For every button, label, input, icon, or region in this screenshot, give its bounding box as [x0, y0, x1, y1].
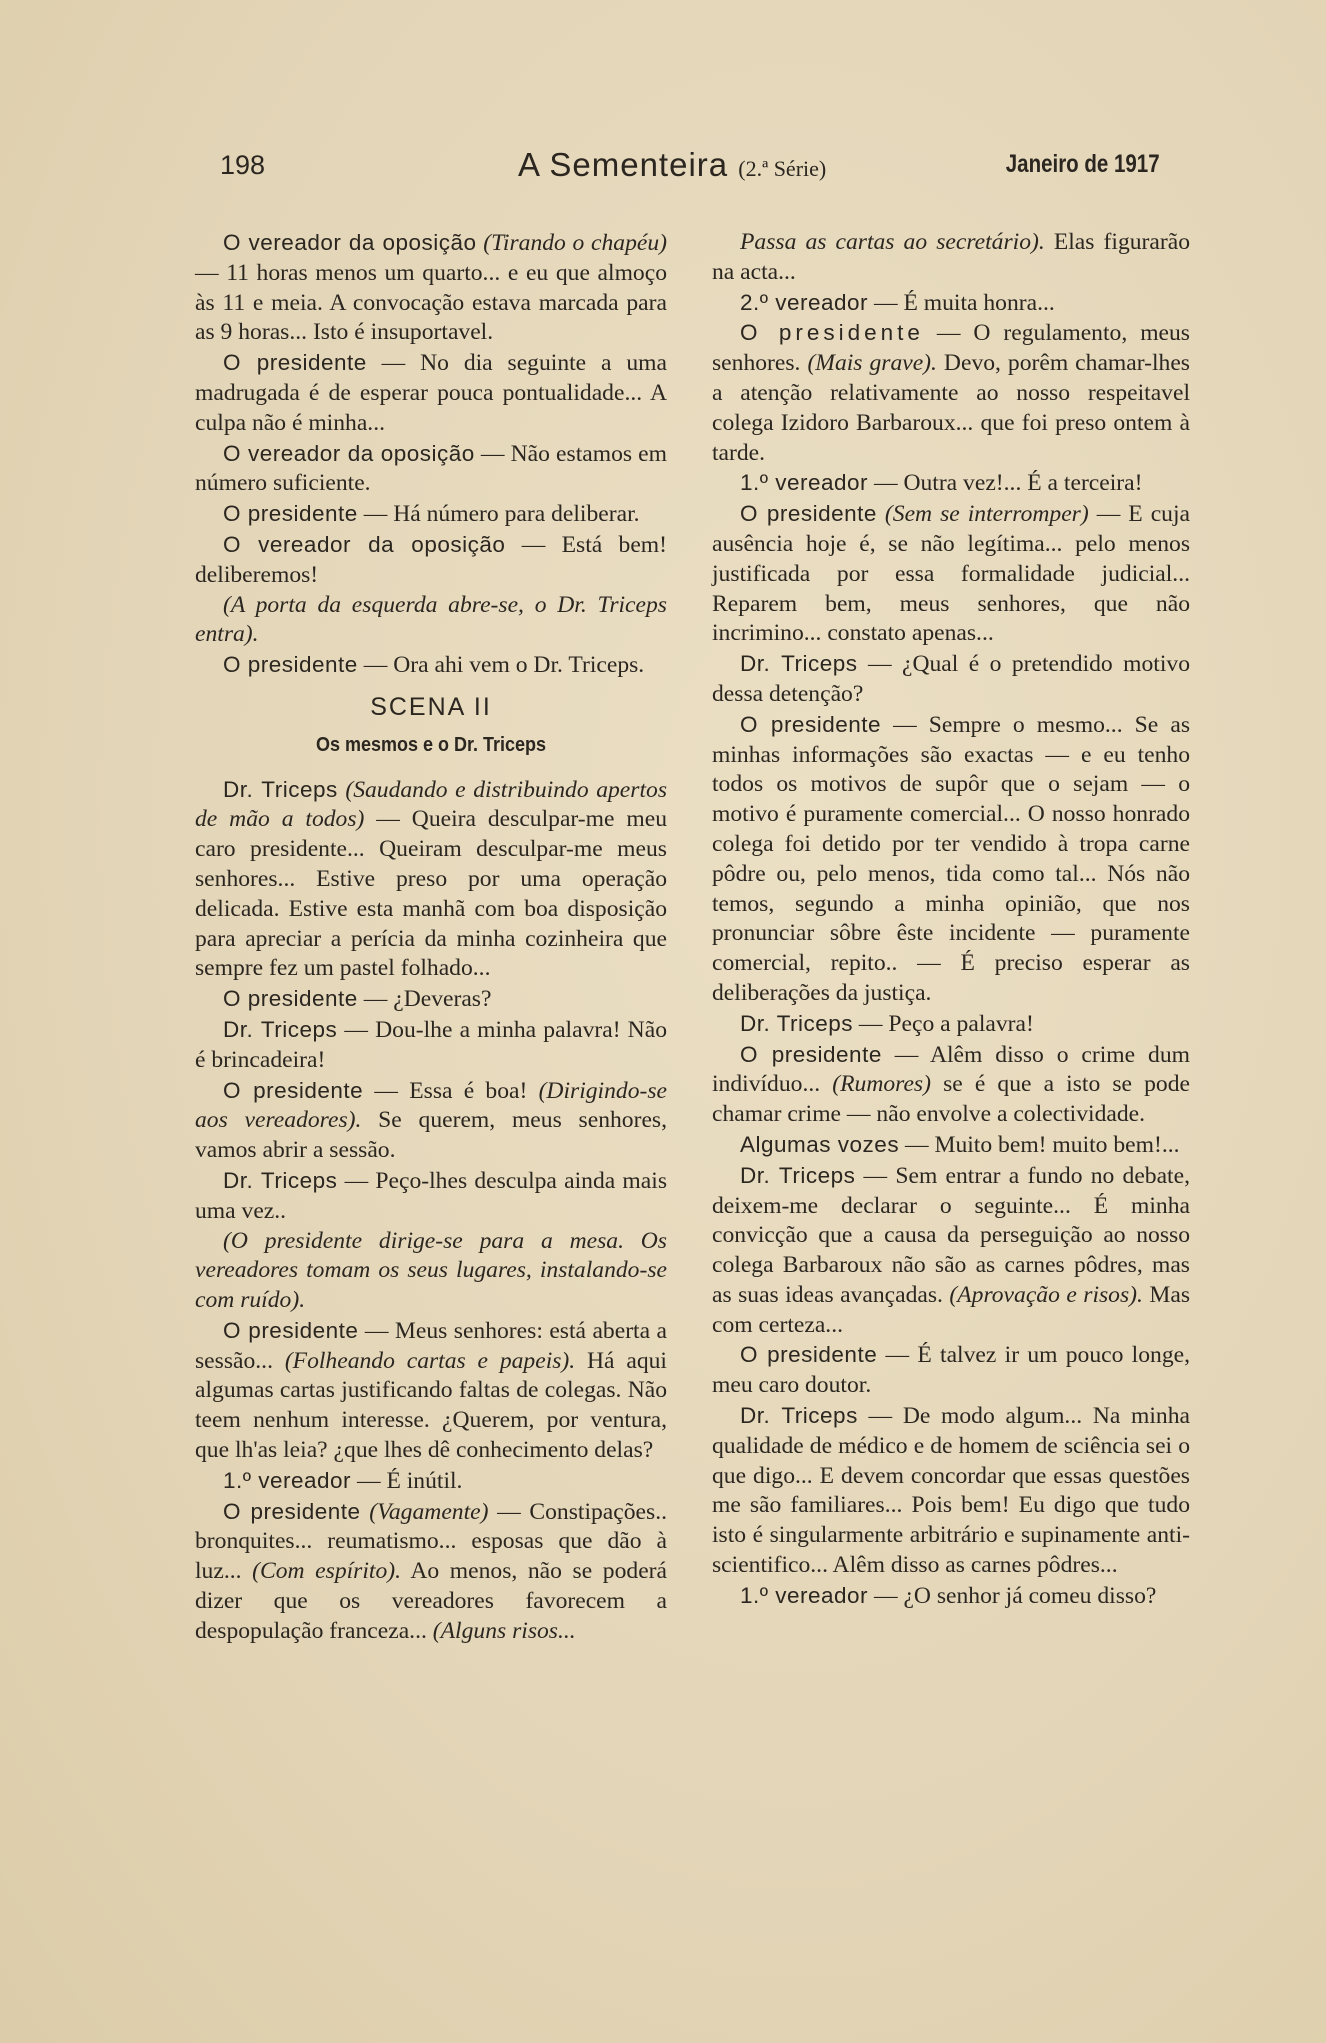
speaker-name: O presidente: [740, 501, 877, 527]
stage-direction-paragraph: (A porta da esquerda abre-se, o Dr. Triceps entra).: [195, 591, 667, 648]
speech-paragraph: [195, 228, 667, 348]
speech-text: — Muito bem! muito bem!...: [899, 1131, 1180, 1158]
stage-direction: (Rumores): [832, 1071, 931, 1098]
speech-text: Mas com certeza...: [712, 1281, 1190, 1338]
speaker-name: O presidente: [223, 986, 358, 1012]
speaker-name: 1.º vereador: [740, 1582, 869, 1608]
speech-text: — É inútil.: [351, 1467, 463, 1494]
speech-text: — O regulamento, meus senhores.: [712, 320, 1190, 377]
speech-text: — Há número para deliberar.: [357, 501, 640, 528]
speech-text: — Outra vez!... É a terceira!: [868, 470, 1143, 497]
speech-text: — Alêm disso o crime dum indivíduo...: [712, 1041, 1190, 1098]
stage-direction: (Vagamente): [369, 1498, 489, 1525]
speaker-name: Dr. Triceps: [740, 1010, 854, 1036]
right-column: [712, 228, 1190, 1612]
stage-direction: (Sem se interromper): [884, 501, 1089, 528]
speech-text: Elas figurarão na acta...: [712, 229, 1190, 285]
speech-text: — Ora ahi vem o Dr. Triceps.: [357, 652, 645, 679]
speaker-name: Dr. Triceps: [223, 776, 338, 802]
speech-paragraph: [712, 710, 1190, 1009]
stage-direction: (Com espírito).: [252, 1558, 402, 1585]
speech-paragraph: [195, 1466, 667, 1497]
speech-text: — Essa é boa!: [363, 1077, 539, 1104]
speaker-name: O presidente: [740, 711, 881, 737]
speaker-name: O presidente: [223, 652, 358, 678]
speech-text: — E cuja ausência hoje é, se não legítima... pelo menos justificada por essa formalidade judicial... Reparem bem, meus senhores, que não incrimino... constato apenas...: [712, 501, 1190, 647]
speech-text: — No dia seguinte a uma madrugada é de esperar pouca pontualidade... A culpa não é minha...: [195, 350, 667, 436]
page-header: [220, 146, 1160, 190]
speech-text: Há aqui algumas cartas justificando faltas de colegas. Não teem nenhum interesse. ¿Querem, por ventura, que lh'as leia? ¿que lhes dê conhecimento delas?: [195, 1347, 667, 1464]
speech-text: — ¿Deveras?: [357, 986, 492, 1013]
speech-paragraph: [712, 1009, 1190, 1040]
left-column: [195, 228, 667, 1647]
stage-direction: (Saudando e distribuindo apertos de mão a todos): [195, 776, 667, 833]
speech-paragraph: [712, 1340, 1190, 1401]
stage-direction: (Mais grave).: [807, 350, 937, 377]
stage-direction: (Dirigindo-se aos vereadores).: [195, 1077, 668, 1134]
speech-paragraph: [712, 1401, 1190, 1581]
speech-paragraph: [712, 1040, 1190, 1130]
speaker-name: O presidente: [223, 1317, 359, 1343]
speech-text: — Não estamos em número suficiente.: [195, 440, 667, 497]
stage-direction-paragraph: (O presidente dirige-se para a mesa. Os vereadores tomam os seus lugares, instalando-se com ruído).: [195, 1227, 667, 1314]
speaker-name: 2.º vereador: [740, 289, 869, 315]
speech-paragraph: [195, 1076, 667, 1166]
speaker-name: O presidente: [223, 1077, 364, 1103]
speech-text: — ¿O senhor já comeu disso?: [868, 1582, 1157, 1609]
speaker-name: Algumas vozes: [740, 1131, 900, 1157]
issue-date: Janeiro de 1917: [1006, 150, 1160, 178]
speech-paragraph: [195, 1316, 667, 1466]
speech-paragraph: [195, 499, 667, 530]
speech-text: — 11 horas menos um quarto... e eu que almoço às 11 e meia. A convocação estava marcada para as 9 horas... Isto é insuportavel.: [195, 259, 667, 346]
speech-paragraph: [195, 530, 667, 591]
stage-direction: Passa as cartas ao secretário).: [740, 229, 1045, 255]
speech-text: — É muita honra...: [868, 289, 1055, 316]
speaker-name: O presidente: [740, 1041, 882, 1067]
speaker-name: O vereador da oposição: [223, 230, 477, 255]
stage-direction: (Aprovação e risos).: [949, 1281, 1143, 1308]
speech-paragraph: [195, 1015, 667, 1076]
speech-text: se é que a isto se pode chamar crime — não envolve a colectividade.: [712, 1071, 1190, 1128]
speech-paragraph: [195, 1166, 667, 1227]
speech-text: Devo, porêm chamar-lhes a atenção relativamente ao nosso respeitavel colega Izidoro Barbaroux... que foi preso ontem à tarde.: [712, 350, 1190, 466]
speech-text: — Peço a palavra!: [853, 1010, 1034, 1037]
journal-series: (2.ª Série): [738, 156, 827, 181]
speaker-name: Dr. Triceps: [740, 651, 858, 677]
speech-paragraph: [712, 499, 1190, 649]
page-number: 198: [220, 150, 266, 180]
speaker-name: O presidente: [223, 1498, 361, 1524]
speech-paragraph: [712, 1161, 1190, 1341]
speaker-name: 1.º vereador: [740, 470, 869, 496]
speaker-name: Dr. Triceps: [223, 1167, 338, 1193]
speaker-name: 1.º vereador: [223, 1467, 352, 1493]
stage-direction: (Tirando o chapéu): [483, 230, 668, 256]
speech-paragraph: [195, 1497, 667, 1647]
speech-text: Se querem, meus senhores, vamos abrir a sessão.: [195, 1107, 667, 1164]
speech-paragraph: [712, 649, 1190, 710]
scene-heading: SCENA II: [370, 692, 492, 721]
speech-paragraph: [195, 775, 667, 985]
speaker-name: O presidente: [740, 1342, 878, 1368]
speech-paragraph: [712, 468, 1190, 499]
speaker-name: O presidente: [223, 350, 367, 376]
speech-text: — ¿Qual é o pretendido motivo dessa detenção?: [712, 651, 1190, 707]
speaker-name: O vereador da oposição: [223, 440, 475, 466]
speech-text: — Queira desculpar-me meu caro presidente... Queiram desculpar-me meus senhores... Estive preso por uma operação delicada. Estive esta manhã com boa disposição para apreciar a perícia da minha cozinheira que sempre fez um pastel folhado...: [195, 806, 667, 982]
speech-text: — É talvez ir um pouco longe, meu caro doutor.: [712, 1342, 1190, 1399]
speech-paragraph: [712, 228, 1190, 288]
speech-text: — Constipações.. bronquites... reumatismo... esposas que dão à luz...: [195, 1498, 667, 1585]
journal-name: A Sementeira: [518, 146, 729, 183]
speech-paragraph: [195, 984, 667, 1015]
speaker-name: O presidente: [223, 501, 358, 527]
speaker-name: Dr. Triceps: [740, 1403, 858, 1429]
speech-text: — Sem entrar a fundo no debate, deixem-me declarar o seguinte... É minha convicção que a causa da perseguição ao nosso colega Barbaroux não são as carnes pôdres, mas as suas ideas avançadas.: [712, 1162, 1190, 1308]
speech-paragraph: [712, 288, 1190, 319]
speaker-name: Dr. Triceps: [223, 1016, 338, 1042]
speech-paragraph: [712, 318, 1190, 468]
stage-direction: (Alguns risos...: [432, 1617, 576, 1644]
speaker-name: Dr. Triceps: [740, 1162, 856, 1188]
speech-text: — Dou-lhe a minha palavra! Não é brincadeira!: [195, 1016, 667, 1073]
speech-paragraph: [195, 439, 667, 500]
scene-subtitle: Os mesmos e o Dr. Triceps: [315, 733, 547, 756]
speech-text: — Está bem! deliberemos!: [195, 531, 668, 588]
speaker-name: O presidente: [740, 320, 924, 346]
speech-paragraph: [195, 348, 667, 438]
journal-title: [518, 146, 826, 184]
speech-text: — Sempre o mesmo... Se as minhas informações são exactas — e eu tenho todos os motivos de supôr que o sejam — o motivo é puramente comercial... O nosso honrado colega foi detido por ter vendido à tropa carne pôdre ou, pelo menos, tida como tal... Nós não temos, segundo a minha opinião, que nos pronunciar sôbre êste incidente — puramente comercial, repito.. — É preciso esperar as deliberações da justiça.: [712, 711, 1190, 1006]
speech-paragraph: [712, 1130, 1190, 1161]
speech-text: — Peço-lhes desculpa ainda mais uma vez..: [195, 1167, 667, 1224]
speech-paragraph: [195, 650, 667, 681]
speech-text: — De modo algum... Na minha qualidade de médico e de homem de sciência sei o que digo... E devem concordar que essas questões me são familiares... Pois bem! Eu digo que tudo isto é singularmente arbitrário e supinamente anti-scientifico... Alêm disso as carnes pôdres...: [712, 1403, 1190, 1579]
speech-text: Ao menos, não se poderá dizer que os vereadores favorecem a despopulação franceza...: [195, 1558, 668, 1644]
speech-text: — Meus senhores: está aberta a sessão...: [195, 1317, 668, 1374]
speaker-name: O vereador da oposição: [223, 531, 506, 557]
stage-direction: (Folheando cartas e papeis).: [284, 1347, 576, 1374]
speech-paragraph: [712, 1581, 1190, 1612]
